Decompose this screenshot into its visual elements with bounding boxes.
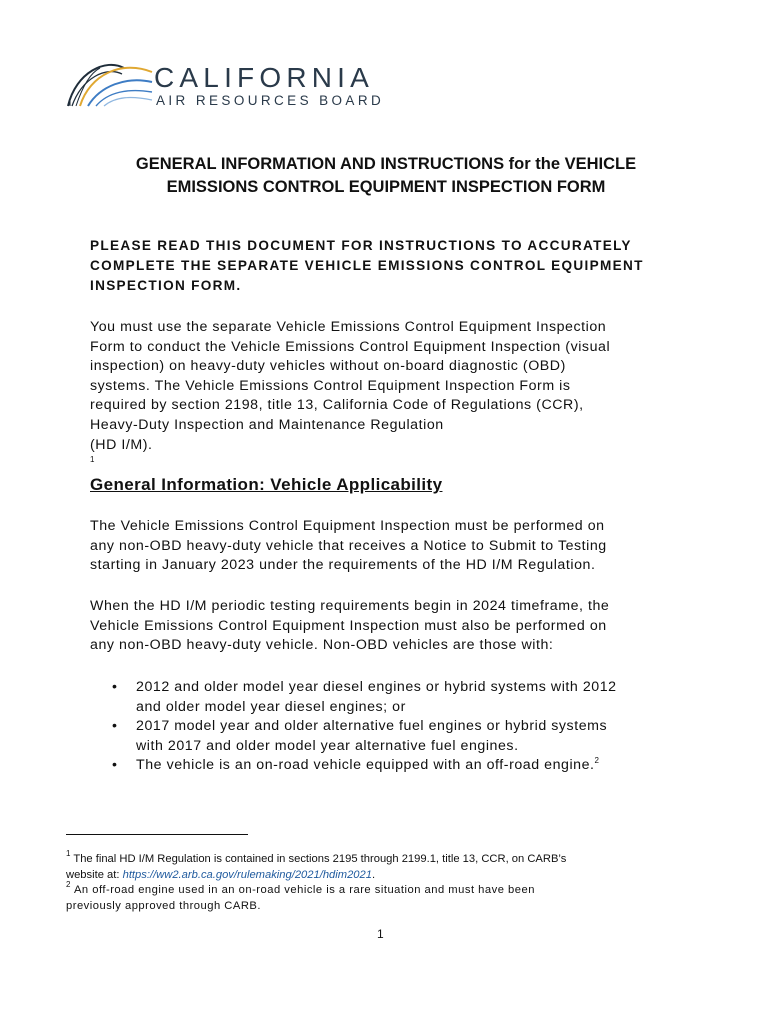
paragraph-line: You must use the separate Vehicle Emissions Control Equipment Inspection (90, 319, 607, 335)
list-item-text: The vehicle is an on-road vehicle equipped with an off-road engine. (136, 757, 595, 774)
paragraph-line-last (90, 436, 690, 475)
paragraph-line: inspection) on heavy-duty vehicles without on-board diagnostic (OBD) (90, 358, 566, 375)
footnote-text: . (371, 868, 376, 881)
list-item-line: 2017 model year and older alternative fuel engines or hybrid systems (136, 718, 608, 735)
notice-text (90, 236, 690, 296)
notice-line: COMPLETE THE SEPARATE VEHICLE EMISSIONS CONTROL EQUIPMENT (90, 258, 644, 273)
paragraph-line: Form to conduct the Vehicle Emissions Control Equipment Inspection (visual (90, 338, 611, 355)
footnote-line: previously approved through CARB. (66, 899, 261, 912)
footnote-line (66, 868, 706, 884)
paragraph-line: Vehicle Emissions Control Equipment Inspection must also be performed on (90, 617, 607, 634)
list-item (110, 717, 710, 756)
footnote-ref-2[interactable]: 2 (594, 756, 600, 766)
hdim-regulation-link[interactable]: https://ww2.arb.ca.gov/rulemaking/2021/hdim2021 (122, 868, 372, 881)
org-subtitle: AIR RESOURCES BOARD (156, 93, 385, 108)
footnote-number: 1 (66, 849, 71, 858)
footnote-ref-1[interactable]: 1 (90, 455, 95, 465)
page-number: 1 (377, 927, 384, 941)
paragraph-text: (HD I/M). (90, 436, 153, 453)
title-line-1: GENERAL INFORMATION AND INSTRUCTIONS for the VEHICLE (135, 155, 637, 173)
document-title (60, 153, 712, 199)
paragraph-line: When the HD I/M periodic testing requirements begin in 2024 timeframe, the (90, 598, 610, 614)
carb-arcs-icon (66, 52, 156, 112)
intro-paragraph (90, 318, 690, 475)
footnote-text: website at: (66, 868, 123, 881)
applicability-paragraph-1 (90, 517, 690, 576)
list-item (110, 678, 710, 717)
org-name: CALIFORNIA (154, 62, 375, 93)
paragraph-line: The Vehicle Emissions Control Equipment Inspection must be performed on (90, 518, 605, 534)
section-heading: General Information: Vehicle Applicability (90, 475, 443, 494)
footnote-number: 2 (66, 880, 71, 889)
paragraph-line: systems. The Vehicle Emissions Control Equipment Inspection Form is (90, 377, 571, 394)
paragraph-line: any non-OBD heavy-duty vehicle. Non-OBD vehicles are those with: (90, 637, 554, 654)
carb-logo (66, 52, 385, 112)
list-item (110, 756, 710, 776)
paragraph-line: required by section 2198, title 13, California Code of Regulations (CCR), (90, 397, 584, 414)
bullet-icon: • (112, 718, 118, 735)
list-item-line: 2012 and older model year diesel engines or hybrid systems with 2012 (136, 679, 617, 695)
paragraph-line: starting in January 2023 under the requirements of the HD I/M Regulation. (90, 557, 596, 574)
notice-line: PLEASE READ THIS DOCUMENT FOR INSTRUCTIONS TO ACCURATELY (90, 238, 632, 253)
applicability-paragraph-2 (90, 597, 690, 656)
list-item-line: with 2017 and older model year alternative fuel engines. (136, 737, 519, 754)
footnote-2 (66, 880, 706, 914)
paragraph-line: Heavy-Duty Inspection and Maintenance Regulation (90, 416, 444, 433)
footnote-1 (66, 849, 706, 883)
footnote-divider (66, 834, 248, 835)
bullet-icon: • (112, 757, 118, 774)
title-line-2: EMISSIONS CONTROL EQUIPMENT INSPECTION FORM (166, 178, 606, 196)
list-item-line (136, 756, 710, 776)
footnote-text: An off-road engine used in an on-road vehicle is a rare situation and must have been (70, 884, 535, 896)
footnote-line (66, 880, 706, 899)
list-item-line: and older model year diesel engines; or (136, 698, 406, 715)
footnote-text: The final HD I/M Regulation is contained in sections 2195 through 2199.1, title 13, CCR, on CARB’s (70, 853, 567, 865)
non-obd-criteria-list (110, 678, 710, 776)
footnote-line (66, 849, 706, 868)
notice-line: INSPECTION FORM. (90, 278, 242, 293)
bullet-icon: • (112, 679, 118, 695)
paragraph-line: any non-OBD heavy-duty vehicle that receives a Notice to Submit to Testing (90, 537, 607, 554)
